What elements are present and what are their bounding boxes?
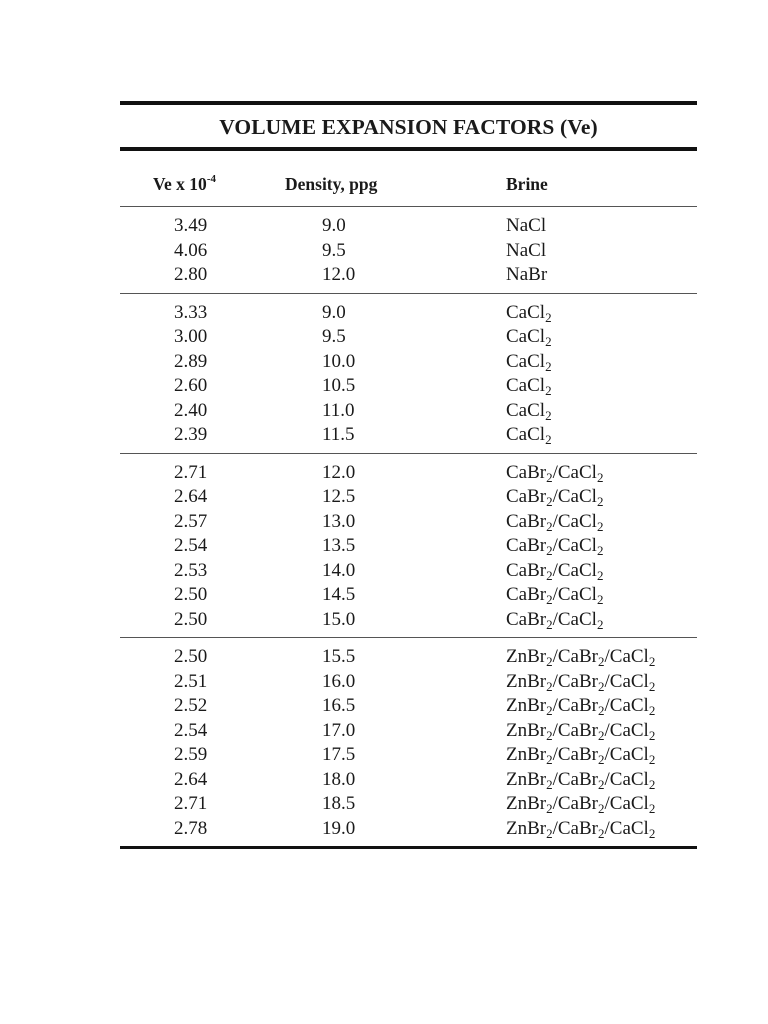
density-cell: 12.5 (322, 486, 356, 507)
density-cell: 9.0 (322, 215, 346, 236)
brine-cell: CaBr$_2$/CaCl$_2$ (506, 461, 604, 485)
ve-cell: 2.64 (174, 768, 208, 790)
ve-cell: 2.78 (174, 817, 208, 839)
row-group (120, 453, 697, 638)
ve-cell: 2.50 (174, 584, 208, 605)
ve-cell: 2.53 (174, 559, 208, 581)
density-cell: 10.0 (322, 350, 356, 372)
table-title: VOLUME EXPANSION FACTORS (Ve) (219, 115, 598, 139)
density-cell: 15.5 (322, 646, 356, 667)
brine-cell: CaCl$_2$ (506, 399, 552, 423)
table-row (120, 792, 697, 817)
table-row (120, 510, 697, 535)
ve-cell: 2.52 (174, 695, 208, 716)
table-row (120, 694, 697, 719)
header-ve-exponent: -4 (206, 173, 216, 186)
brine-cell: CaBr$_2$/CaCl$_2$ (506, 608, 604, 632)
table-row (120, 461, 697, 486)
density-cell: 11.5 (322, 424, 355, 445)
brine-cell: ZnBr$_2$/CaBr$_2$/CaCl$_2$ (506, 670, 656, 694)
ve-cell: 2.59 (174, 744, 208, 765)
ve-cell: 2.54 (174, 535, 208, 556)
brine-cell: ZnBr$_2$/CaBr$_2$/CaCl$_2$ (506, 793, 656, 816)
header-brine: Brine (506, 174, 548, 194)
brine-cell: ZnBr$_2$/CaBr$_2$/CaCl$_2$ (506, 817, 656, 841)
ve-cell: 4.06 (174, 239, 208, 261)
ve-cell: 2.51 (174, 670, 208, 692)
ve-cell: 2.50 (174, 608, 208, 630)
table-row (120, 374, 697, 399)
brine-cell: CaBr$_2$/CaCl$_2$ (506, 486, 604, 509)
bottom-rule (120, 846, 697, 849)
brine-cell: NaBr (506, 264, 548, 285)
table-row (120, 817, 697, 842)
density-cell: 13.0 (322, 510, 356, 532)
brine-cell: CaCl$_2$ (506, 424, 552, 447)
density-cell: 15.0 (322, 608, 356, 630)
brine-cell: NaCl (506, 215, 547, 236)
table-row (120, 399, 697, 424)
ve-cell: 3.49 (174, 215, 208, 236)
ve-cell: 2.57 (174, 510, 208, 532)
density-cell: 11.0 (322, 399, 355, 421)
density-cell: 18.5 (322, 793, 356, 814)
brine-cell: CaBr$_2$/CaCl$_2$ (506, 510, 604, 534)
table-row (120, 670, 697, 695)
table-row (120, 583, 697, 608)
header-ve (153, 174, 216, 195)
density-cell: 17.5 (322, 744, 356, 765)
density-cell: 12.0 (322, 461, 356, 483)
ve-cell: 2.40 (174, 399, 208, 421)
row-group (120, 637, 697, 846)
ve-cell: 2.80 (174, 264, 208, 285)
density-cell: 9.5 (322, 326, 346, 347)
brine-cell: CaBr$_2$/CaCl$_2$ (506, 535, 604, 558)
brine-cell: CaBr$_2$/CaCl$_2$ (506, 559, 604, 583)
table-row (120, 608, 697, 633)
ve-cell: 2.54 (174, 719, 208, 741)
density-cell: 14.5 (322, 584, 356, 605)
table-row (120, 719, 697, 744)
density-cell: 17.0 (322, 719, 356, 741)
density-cell: 9.0 (322, 301, 346, 323)
ve-cell: 2.39 (174, 424, 208, 445)
table-row (120, 239, 697, 264)
brine-cell: ZnBr$_2$/CaBr$_2$/CaCl$_2$ (506, 768, 656, 792)
table-row (120, 485, 697, 510)
brine-cell: CaCl$_2$ (506, 301, 552, 325)
density-cell: 16.5 (322, 695, 356, 716)
header-row (120, 151, 697, 207)
table-row (120, 559, 697, 584)
brine-cell: CaCl$_2$ (506, 326, 552, 349)
table-row (120, 350, 697, 375)
density-cell: 16.0 (322, 670, 356, 692)
ve-cell: 2.89 (174, 350, 208, 372)
ve-cell: 2.71 (174, 793, 208, 814)
table-row (120, 645, 697, 670)
density-cell: 14.0 (322, 559, 356, 581)
table-row (120, 214, 697, 239)
table-row (120, 534, 697, 559)
brine-cell: NaCl (506, 239, 547, 261)
header-ve-base: Ve x 10 (153, 174, 207, 194)
density-cell: 9.5 (322, 239, 346, 261)
row-group (120, 293, 697, 453)
brine-cell: CaCl$_2$ (506, 350, 552, 374)
ve-cell: 2.50 (174, 646, 208, 667)
ve-cell: 3.33 (174, 301, 208, 323)
brine-cell: ZnBr$_2$/CaBr$_2$/CaCl$_2$ (506, 646, 656, 669)
ve-cell: 3.00 (174, 326, 208, 347)
table-body (120, 207, 697, 846)
brine-cell: CaCl$_2$ (506, 375, 552, 398)
row-group (120, 207, 697, 293)
ve-cell: 2.71 (174, 461, 208, 483)
brine-cell: CaBr$_2$/CaCl$_2$ (506, 584, 604, 607)
header-density: Density, ppg (285, 174, 378, 194)
table-row (120, 423, 697, 448)
table-row (120, 768, 697, 793)
brine-cell: ZnBr$_2$/CaBr$_2$/CaCl$_2$ (506, 744, 656, 767)
density-cell: 10.5 (322, 375, 356, 396)
table-row (120, 263, 697, 288)
brine-cell: ZnBr$_2$/CaBr$_2$/CaCl$_2$ (506, 719, 656, 743)
table-row (120, 301, 697, 326)
volume-expansion-table (120, 101, 697, 849)
table-row (120, 325, 697, 350)
density-cell: 19.0 (322, 817, 356, 839)
density-cell: 12.0 (322, 264, 356, 285)
density-cell: 13.5 (322, 535, 356, 556)
table-row (120, 743, 697, 768)
density-cell: 18.0 (322, 768, 356, 790)
ve-cell: 2.64 (174, 486, 208, 507)
brine-cell: ZnBr$_2$/CaBr$_2$/CaCl$_2$ (506, 695, 656, 718)
ve-cell: 2.60 (174, 375, 208, 396)
